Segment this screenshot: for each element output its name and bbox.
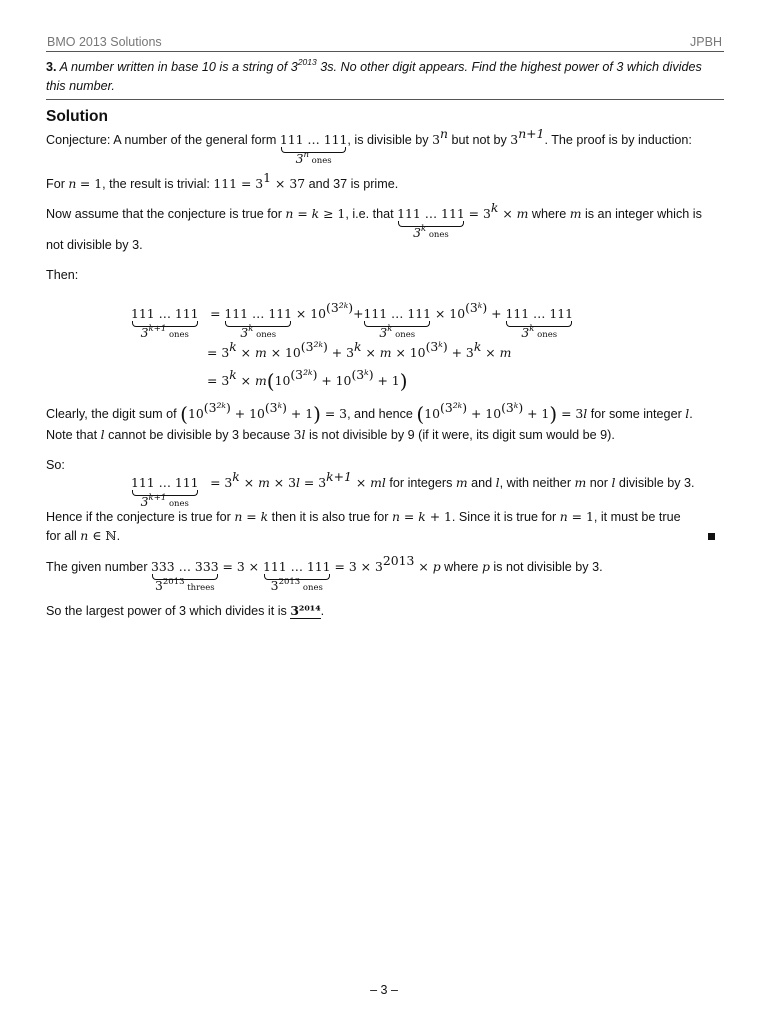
final-answer: 3²⁰¹⁴ [290,603,321,618]
problem-text-a: A number written in base 10 is a string of 3 [59,60,298,74]
problem-text-b: 3s. No other digit appears. Find the highest power of 3 which divides this number. [46,60,702,93]
given-number-line: The given number 333 … 333 32013 threes = 3 × 111 … 111 32013 ones = $3 \times 3^{2013} \times p$ where p is not divisible by 3. [46,553,603,593]
so-label: So: [46,458,65,472]
equation-line-2: = $3^k \times m \times 10^{(3^2ᵏ)} + 3^k \times m \times 10^{(3ᵏ)} + 3^k \times m$ [207,339,512,360]
qed-square-icon [708,533,715,540]
hence-line-2: for all n ∈ ℕ. [46,528,121,543]
header-rule [46,51,724,52]
final-answer-line: So the largest power of 3 which divides it is 3²⁰¹⁴. [46,603,325,618]
base-case-line: For n = 1, the result is trivial: $111 = 3^1 \times 37$ and 37 is prime. [46,170,399,191]
hence-line: Hence if the conjecture is true for n = k then it is also true for n = k + 1. Since it is true for n = 1, it must be true [46,509,681,524]
equation-line-3: = $3^k \times m(10^{(3^2ᵏ)} + 10^{(3ᵏ)} + 1)$ [207,367,408,393]
header-author: JPBH [690,35,722,49]
problem-rule [46,99,724,100]
then-label: Then: [46,268,79,282]
solution-heading: Solution [46,108,108,125]
problem-number: 3. [46,60,57,74]
underbrace-ones: 111 … 111 3n ones [279,132,348,166]
so-equation-line: 111 … 111 3k+1 ones = $3^k \times m \times 3l = 3^{k+1}$ × ml for integers m and l, with neither m nor l divisible by 3. [131,469,695,509]
equation-line-1: 111 … 111 3k+1 ones = 111 … 111 3k ones × $10^{(3^2ᵏ)}+$ 111 … 111 3k ones × $10^{(3ᵏ)}$ + 111 … 111 3k ones [131,300,574,340]
assumption-line: Now assume that the conjecture is true for n = k ≥ 1, i.e. that 111 … 111 3k ones = $3^k \times m$ where m is an integer which is [46,200,702,240]
assumption-line-2: not divisible by 3. [46,238,143,252]
note-line: Note that l cannot be divisible by 3 because 3l is not divisible by 9 (if it were, its digit sum would be 9). [46,427,615,442]
header-title: BMO 2013 Solutions [47,35,162,49]
problem-exponent: 2013 [297,57,317,67]
clearly-line: Clearly, the digit sum of $(10^{(3^2ᵏ)} + 10^{(3ᵏ)} + 1) = 3$, and hence $(10^{(3^2ᵏ)} + 10^{(3ᵏ)} + 1) = 3l$ for some integer l. [46,400,693,426]
page-number: – 3 – [370,983,398,997]
conjecture-line: Conjecture: A number of the general form 111 … 111 3n ones , is divisible by 3$^n$ but not by $3^{n+1}$. The proof is by induction: [46,126,692,166]
problem-statement [46,58,722,96]
